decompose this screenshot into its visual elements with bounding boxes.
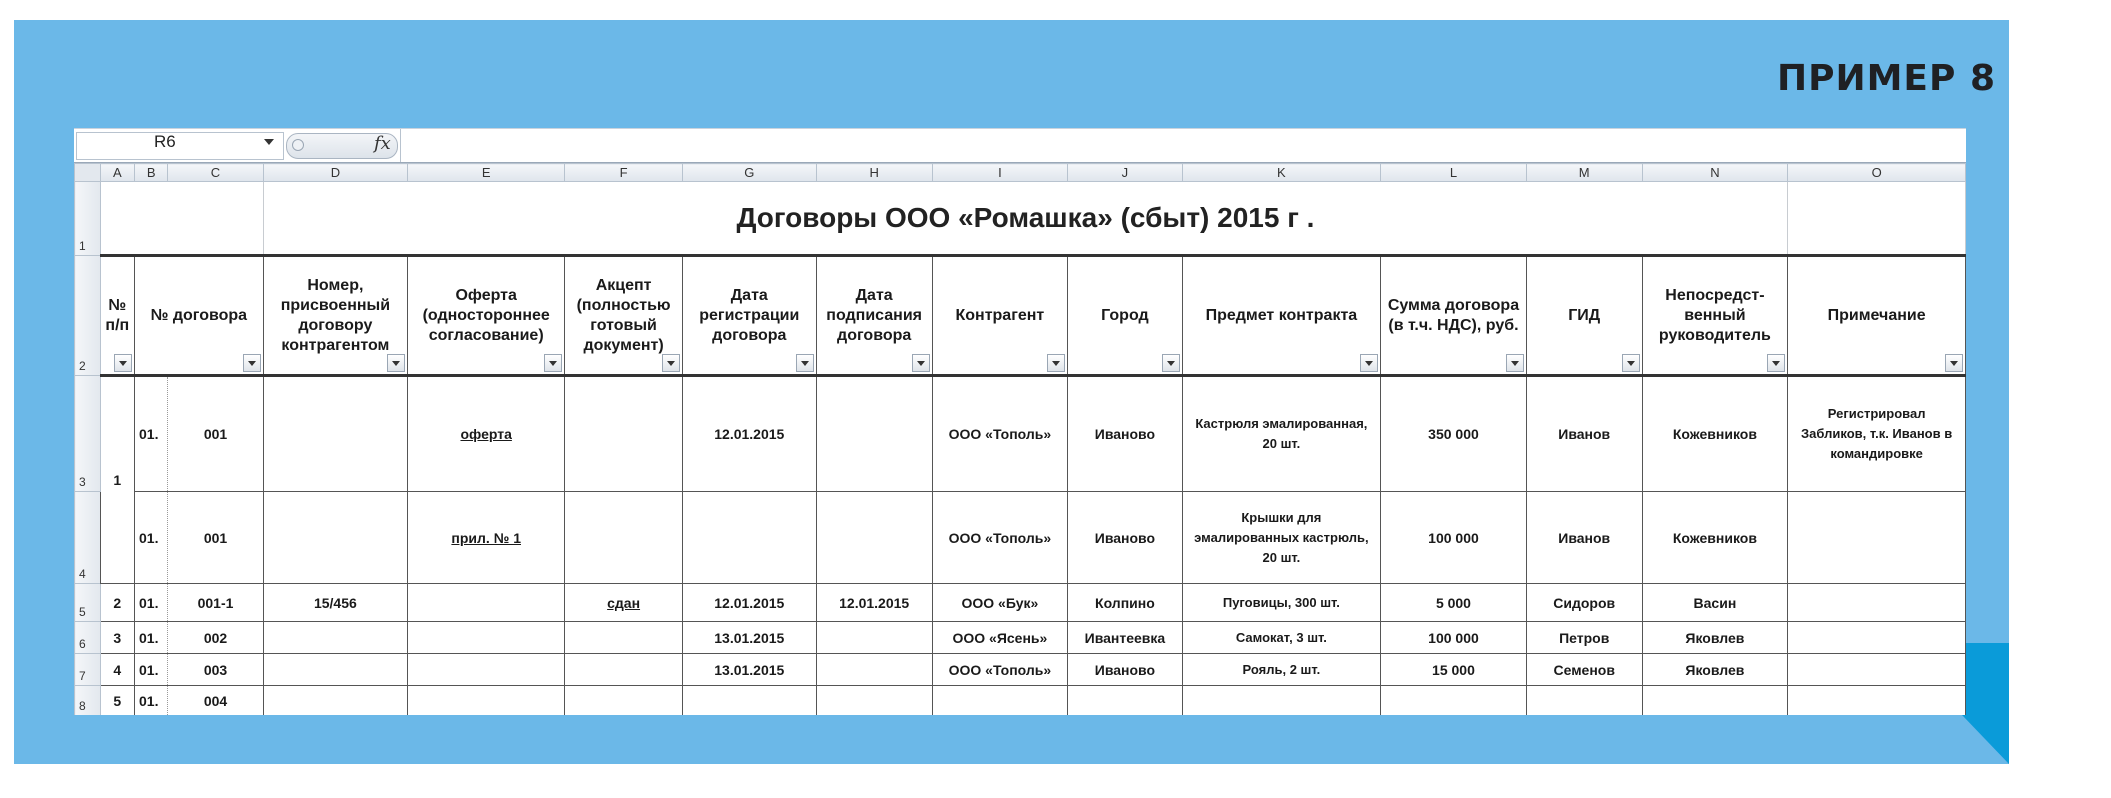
header-city[interactable] <box>1068 256 1183 376</box>
cell-e[interactable] <box>408 492 565 584</box>
cell-num[interactable]: 3 <box>100 622 134 654</box>
header-label: Непосредст-венный руководитель <box>1658 286 1771 344</box>
filter-dropdown-icon[interactable] <box>796 354 814 372</box>
cell-link[interactable]: сдан <box>607 594 641 611</box>
cell-h[interactable] <box>816 492 932 584</box>
cell-i[interactable]: ООО «Тополь» <box>932 376 1067 492</box>
fx-icon[interactable]: fx <box>374 133 391 154</box>
chevron-down-icon[interactable] <box>264 139 274 145</box>
header-note[interactable] <box>1788 256 1966 376</box>
row-header[interactable]: 7 <box>75 654 101 686</box>
col-header-j[interactable]: J <box>1068 164 1183 182</box>
col-header-l[interactable]: L <box>1381 164 1527 182</box>
cell-f[interactable] <box>565 686 683 716</box>
cell-l[interactable]: 5 000 <box>1381 584 1527 622</box>
cell-i[interactable]: ООО «Тополь» <box>932 492 1067 584</box>
header-sign-date[interactable] <box>816 256 932 376</box>
table-row <box>75 686 1966 716</box>
cell-j[interactable]: Иваново <box>1068 376 1183 492</box>
cell-m[interactable]: Семенов <box>1526 654 1642 686</box>
cell-o[interactable] <box>1788 492 1966 584</box>
row-header[interactable]: 3 <box>75 376 101 492</box>
header-label: № договора <box>150 306 248 324</box>
cell-o[interactable] <box>1788 686 1966 716</box>
cell-f[interactable] <box>565 622 683 654</box>
cell-c[interactable]: 001-1 <box>168 584 263 622</box>
row-header[interactable]: 2 <box>75 256 101 376</box>
header-label: Город <box>1101 306 1149 324</box>
header-row <box>75 256 1966 376</box>
cell-l[interactable] <box>1381 686 1527 716</box>
cell-n[interactable]: Яковлев <box>1642 654 1788 686</box>
cell-c[interactable]: 002 <box>168 622 263 654</box>
cell-m[interactable]: Петров <box>1526 622 1642 654</box>
cell-num[interactable]: 4 <box>100 654 134 686</box>
cell-b[interactable]: 01. <box>135 376 168 492</box>
cell-b[interactable]: 01. <box>135 622 168 654</box>
example-title: ПРИМЕР 8 <box>1776 58 1996 99</box>
cell-h[interactable] <box>816 376 932 492</box>
select-all-corner[interactable] <box>75 164 101 182</box>
col-header-c[interactable]: C <box>168 164 263 182</box>
cell-n[interactable] <box>1642 686 1788 716</box>
cell-c[interactable]: 001 <box>168 492 263 584</box>
header-accept[interactable] <box>565 256 683 376</box>
cell-k[interactable]: Самокат, 3 шт. <box>1182 622 1380 654</box>
cell-e[interactable] <box>408 376 565 492</box>
cell-o[interactable] <box>1788 584 1966 622</box>
filter-dropdown-icon[interactable] <box>114 354 132 372</box>
col-header-h[interactable]: H <box>816 164 932 182</box>
cell-m[interactable]: Сидоров <box>1526 584 1642 622</box>
cell-g[interactable]: 13.01.2015 <box>682 654 816 686</box>
header-gid[interactable] <box>1526 256 1642 376</box>
cell-n[interactable]: Кожевников <box>1642 492 1788 584</box>
header-label: Оферта (одностороннее согласование) <box>422 286 550 344</box>
cell-k[interactable]: Пуговицы, 300 шт. <box>1182 584 1380 622</box>
col-header-m[interactable]: M <box>1526 164 1642 182</box>
cell[interactable] <box>100 182 263 256</box>
filter-dropdown-icon[interactable] <box>662 354 680 372</box>
cell-link[interactable]: прил. № 1 <box>451 529 521 546</box>
cell-d[interactable] <box>263 492 408 584</box>
name-box[interactable] <box>76 132 284 160</box>
cell-j[interactable]: Иваново <box>1068 492 1183 584</box>
cell-m[interactable]: Иванов <box>1526 492 1642 584</box>
cell-d[interactable] <box>263 376 408 492</box>
cell-h[interactable] <box>816 622 932 654</box>
cell-l[interactable]: 100 000 <box>1381 492 1527 584</box>
cell-i[interactable] <box>932 686 1067 716</box>
row-header[interactable]: 5 <box>75 584 101 622</box>
cell-o[interactable] <box>1788 622 1966 654</box>
cell-f[interactable] <box>565 584 683 622</box>
cell-b[interactable]: 01. <box>135 584 168 622</box>
cell-k[interactable]: Рояль, 2 шт. <box>1182 654 1380 686</box>
cell[interactable] <box>1788 182 1966 256</box>
header-label: Примечание <box>1827 306 1926 324</box>
col-header-b[interactable]: B <box>135 164 168 182</box>
cell-d[interactable] <box>263 686 408 716</box>
contracts-table <box>74 163 1966 715</box>
header-label: Дата регистрации договора <box>699 286 800 344</box>
header-counterparty[interactable] <box>932 256 1067 376</box>
table-row <box>75 584 1966 622</box>
cell-i[interactable]: ООО «Ясень» <box>932 622 1067 654</box>
header-assigned-no[interactable] <box>263 256 408 376</box>
header-subject[interactable] <box>1182 256 1380 376</box>
header-sum[interactable] <box>1381 256 1527 376</box>
name-box-value: R6 <box>154 132 176 151</box>
col-header-a[interactable]: A <box>100 164 134 182</box>
header-label: № п/п <box>105 296 130 334</box>
header-num[interactable] <box>100 256 134 376</box>
cell-b[interactable]: 01. <box>135 492 168 584</box>
filter-dropdown-icon[interactable] <box>1360 354 1378 372</box>
cell-c[interactable]: 001 <box>168 376 263 492</box>
cell-e[interactable] <box>408 654 565 686</box>
cell-num[interactable]: 5 <box>100 686 134 716</box>
row-header[interactable]: 8 <box>75 686 101 716</box>
header-reg-date[interactable] <box>682 256 816 376</box>
cell-h[interactable] <box>816 654 932 686</box>
cell-c[interactable]: 004 <box>168 686 263 716</box>
cell-f[interactable] <box>565 492 683 584</box>
filter-dropdown-icon[interactable] <box>544 354 562 372</box>
header-label: Дата подписания договора <box>826 286 923 344</box>
filter-dropdown-icon[interactable] <box>1945 354 1963 372</box>
header-label: Сумма договора (в т.ч. НДС), руб. <box>1387 296 1520 334</box>
col-header-k[interactable]: K <box>1182 164 1380 182</box>
col-header-i[interactable]: I <box>932 164 1067 182</box>
cell-o[interactable]: Регистрировал Забликов, т.к. Иванов в командировке <box>1788 376 1966 492</box>
cell-g[interactable]: 13.01.2015 <box>682 622 816 654</box>
cell-n[interactable]: Яковлев <box>1642 622 1788 654</box>
col-header-g[interactable]: G <box>682 164 816 182</box>
cell-e[interactable] <box>408 584 565 622</box>
header-label: Номер, присвоенный договору контрагентом <box>280 276 391 354</box>
header-manager[interactable] <box>1642 256 1788 376</box>
cell-e[interactable] <box>408 686 565 716</box>
formula-separator <box>400 129 401 162</box>
cell-l[interactable]: 15 000 <box>1381 654 1527 686</box>
col-header-o[interactable]: O <box>1788 164 1966 182</box>
title-row <box>75 182 1966 256</box>
spreadsheet <box>74 128 1966 715</box>
cell-f[interactable] <box>565 376 683 492</box>
cell-d[interactable] <box>263 622 408 654</box>
cell-j[interactable] <box>1068 686 1183 716</box>
cell-num[interactable]: 2 <box>100 584 134 622</box>
header-label: Контрагент <box>955 306 1045 324</box>
cell-k[interactable]: Крышки для эмалированных кастрюль, 20 шт. <box>1182 492 1380 584</box>
cell-e[interactable] <box>408 622 565 654</box>
cell-d[interactable]: 15/456 <box>263 584 408 622</box>
filter-dropdown-icon[interactable] <box>1047 354 1065 372</box>
header-offer[interactable] <box>408 256 565 376</box>
cell-g[interactable]: 12.01.2015 <box>682 584 816 622</box>
cell-f[interactable] <box>565 654 683 686</box>
cell-n[interactable]: Васин <box>1642 584 1788 622</box>
sheet-title[interactable]: Договоры ООО «Ромашка» (сбыт) 2015 г . <box>263 182 1788 256</box>
cell-g[interactable]: 12.01.2015 <box>682 376 816 492</box>
cell-k[interactable] <box>1182 686 1380 716</box>
cell-h[interactable]: 12.01.2015 <box>816 584 932 622</box>
filter-dropdown-icon[interactable] <box>912 354 930 372</box>
cell-j[interactable]: Ивантеевка <box>1068 622 1183 654</box>
cell-num[interactable]: 1 <box>100 376 134 584</box>
splitter-handle[interactable] <box>292 139 304 151</box>
col-header-d[interactable]: D <box>263 164 408 182</box>
cell-m[interactable]: Иванов <box>1526 376 1642 492</box>
filter-dropdown-icon[interactable] <box>1767 354 1785 372</box>
col-header-e[interactable]: E <box>408 164 565 182</box>
cell-o[interactable] <box>1788 654 1966 686</box>
cell-j[interactable]: Колпино <box>1068 584 1183 622</box>
cell-k[interactable]: Кастрюля эмалированная, 20 шт. <box>1182 376 1380 492</box>
table-row <box>75 492 1966 584</box>
col-header-f[interactable]: F <box>565 164 683 182</box>
cell-d[interactable] <box>263 654 408 686</box>
row-header[interactable]: 1 <box>75 182 101 256</box>
column-header-row <box>75 164 1966 182</box>
filter-dropdown-icon[interactable] <box>1162 354 1180 372</box>
header-contract-no[interactable] <box>135 256 264 376</box>
cell-c[interactable]: 003 <box>168 654 263 686</box>
cell-j[interactable]: Иваново <box>1068 654 1183 686</box>
row-header[interactable]: 4 <box>75 492 101 584</box>
filter-dropdown-icon[interactable] <box>387 354 405 372</box>
table-row <box>75 622 1966 654</box>
cell-n[interactable]: Кожевников <box>1642 376 1788 492</box>
cell-i[interactable]: ООО «Тополь» <box>932 654 1067 686</box>
header-label: Акцепт (полностью готовый документ) <box>576 276 671 354</box>
cell-l[interactable]: 100 000 <box>1381 622 1527 654</box>
cell-m[interactable] <box>1526 686 1642 716</box>
cell-l[interactable]: 350 000 <box>1381 376 1527 492</box>
col-header-n[interactable]: N <box>1642 164 1788 182</box>
cell-b[interactable]: 01. <box>135 686 168 716</box>
cell-g[interactable] <box>682 686 816 716</box>
cell-i[interactable]: ООО «Бук» <box>932 584 1067 622</box>
cell-b[interactable]: 01. <box>135 654 168 686</box>
cell-link[interactable]: оферта <box>460 426 512 442</box>
cell-g[interactable] <box>682 492 816 584</box>
filter-dropdown-icon[interactable] <box>1506 354 1524 372</box>
cell-h[interactable] <box>816 686 932 716</box>
header-label: Предмет контракта <box>1205 306 1358 324</box>
header-label: ГИД <box>1568 306 1601 324</box>
filter-dropdown-icon[interactable] <box>1622 354 1640 372</box>
row-header[interactable]: 6 <box>75 622 101 654</box>
table-row <box>75 654 1966 686</box>
formula-bar <box>74 128 1966 163</box>
table-row <box>75 376 1966 492</box>
filter-dropdown-icon[interactable] <box>243 354 261 372</box>
